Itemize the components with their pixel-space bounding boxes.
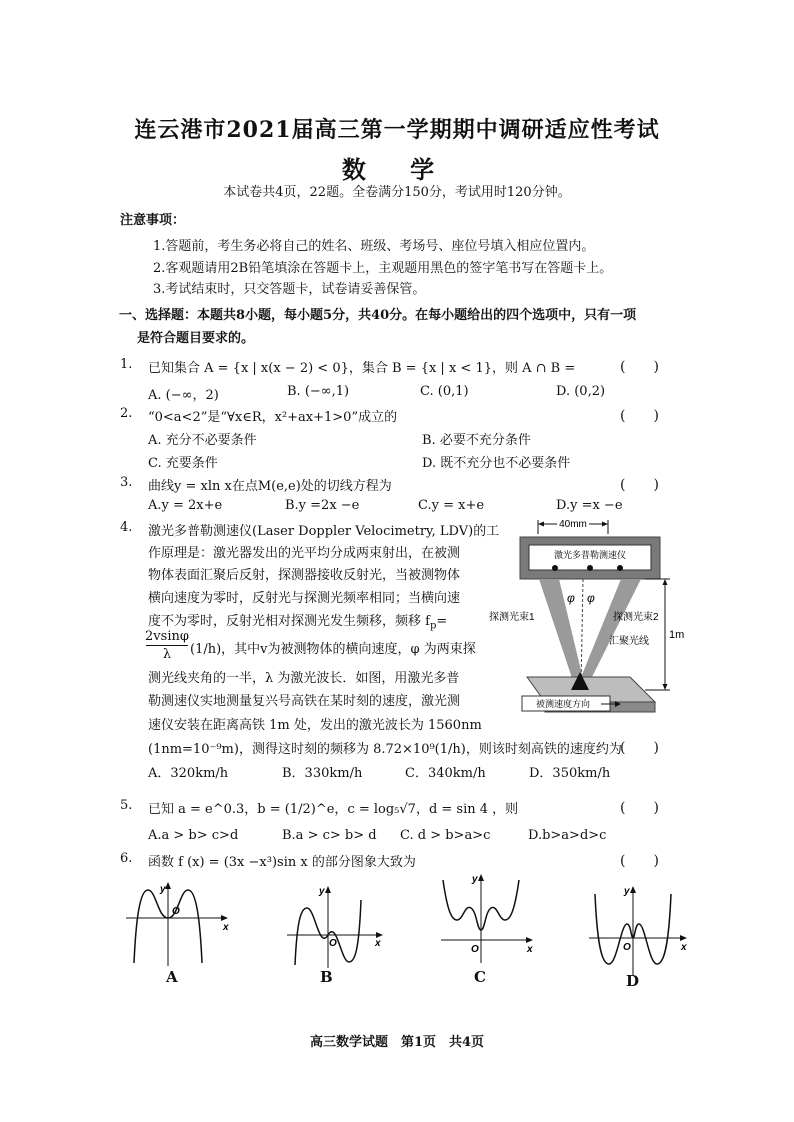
question-number: 2. <box>120 406 133 421</box>
option-d: D．350km/h <box>529 766 611 781</box>
question-text-line: (1/h)，其中v为被测物体的横向速度，φ 为两束探 <box>190 642 476 657</box>
subscript: p <box>429 620 437 632</box>
phi-left: φ <box>567 591 575 605</box>
device-label: 激光多普勒测速仪 <box>553 550 627 560</box>
frac-numerator: 2vsinφ <box>145 629 189 644</box>
graph-c <box>437 868 542 968</box>
dim-label: 40mm <box>559 519 587 530</box>
question-text-line <box>148 610 447 632</box>
axis-x-label: x <box>223 922 229 933</box>
option-d: D. 既不充分也不必要条件 <box>422 456 571 471</box>
option-a: A.a > b> c>d <box>148 828 239 843</box>
phi-right: φ <box>587 591 595 605</box>
graph-label: C <box>474 968 486 986</box>
section-heading-cont: 是符合题目要求的。 <box>137 331 255 346</box>
question-text-line: (1nm=10⁻⁹m)，测得这时刻的频移为 8.72×10⁹(1/h)，则该时刻高铁的速度约为 <box>148 742 622 757</box>
question-stem: “0<a<2”是“∀x∈R，x²+ax+1>0”成立的 <box>148 410 398 425</box>
beam-right-label: 探测光束2 <box>613 612 659 623</box>
axis-y-label: y <box>160 884 166 895</box>
graph-a <box>120 878 230 970</box>
option-d: D.y =x −e <box>556 498 623 513</box>
arrow-head <box>221 915 228 921</box>
frac-denominator: λ <box>162 647 172 662</box>
question-text-line: 横向速度为零时，反射光与探测光频率相同；当横向速 <box>148 591 461 606</box>
beam-left <box>539 579 585 687</box>
arrow-head <box>630 886 636 893</box>
answer-paren: ( ) <box>620 359 659 375</box>
answer-paren: ( ) <box>620 800 659 816</box>
question-number: 1. <box>120 357 133 372</box>
option-d: D. (0,2) <box>556 384 606 399</box>
center-line <box>581 579 583 687</box>
axis-y-label: y <box>319 886 325 897</box>
converge-label: 汇聚光线 <box>609 636 649 647</box>
arrow-head <box>165 882 171 889</box>
axis-x-label: x <box>375 938 381 949</box>
origin-label: O <box>172 906 180 917</box>
origin-label: O <box>623 942 631 953</box>
notes-heading: 注意事项： <box>120 213 186 228</box>
option-c: C. d > b>a>c <box>400 828 491 843</box>
question-stem: 已知 a = e^0.3，b = (1/2)^e，c = log₅√7，d = sin 4 ，则 <box>148 802 519 817</box>
axis-y-label: y <box>624 886 630 897</box>
graph-label: D <box>626 972 640 990</box>
arrow-head <box>538 522 544 527</box>
distance-label: 1m <box>669 629 685 641</box>
text-run: 度不为零时，反射光相对探测光发生频移，频移 f <box>148 614 430 629</box>
arrow-head <box>325 886 331 893</box>
option-d: D.b>a>d>c <box>528 828 607 843</box>
arrow-head <box>680 935 687 941</box>
subject-title: 数 学 <box>341 155 453 184</box>
axis-y-label: y <box>472 874 478 885</box>
question-text-line: 物体表面汇聚后反射，探测器接收反射光，当被测物体 <box>148 568 461 583</box>
option-c: C. (0,1) <box>420 384 469 399</box>
question-stem: 已知集合 A = {x | x(x − 2) < 0}，集合 B = {x | x < 1}，则 A ∩ B = <box>148 361 576 376</box>
graph-label: A <box>166 968 178 986</box>
question-number: 6. <box>120 851 133 866</box>
option-c: C．340km/h <box>405 766 486 781</box>
option-a: A．320km/h <box>148 766 229 781</box>
note-item: 3.考试结束时，只交答题卡，试卷请妥善保管。 <box>153 282 426 297</box>
option-b: B.y =2x −e <box>285 498 360 513</box>
lens-dot <box>587 565 593 571</box>
graph-label: B <box>320 968 333 986</box>
answer-paren: ( ) <box>620 477 659 493</box>
answer-paren: ( ) <box>620 740 659 756</box>
axis-x-label: x <box>527 944 533 955</box>
option-a: A.y = 2x+e <box>148 498 223 513</box>
arrow-head <box>526 937 533 943</box>
question-stem: 函数 f (x) = (3x −x³)sin x 的部分图象大致为 <box>148 855 416 870</box>
page-footer: 高三数学试题 第1页 共4页 <box>309 1035 485 1050</box>
lens-dot <box>617 565 623 571</box>
option-b: B．330km/h <box>282 766 363 781</box>
arrow-head <box>663 579 668 585</box>
question-number: 5. <box>120 798 133 813</box>
note-item: 1.答题前，考生务必将自己的姓名、班级、考场号、座位号填入相应位置内。 <box>153 239 595 254</box>
question-stem: 曲线y = xln x在点M(e,e)处的切线方程为 <box>148 479 392 494</box>
lens-dot <box>552 565 558 571</box>
section-heading: 一、选择题：本题共8小题，每小题5分，共40分。在每小题给出的四个选项中，只有一项 <box>119 308 637 323</box>
option-c: C.y = x+e <box>418 498 485 513</box>
option-a: A. (−∞，2) <box>148 388 219 403</box>
option-b: B.a > c> b> d <box>282 828 377 843</box>
option-b: B. (−∞,1) <box>287 384 350 399</box>
equals-sign: = <box>436 614 448 629</box>
axis-x-label: x <box>681 942 687 953</box>
option-c: C. 充要条件 <box>148 456 218 471</box>
frac-bar <box>146 645 188 646</box>
graph-d <box>585 880 695 980</box>
option-a: A. 充分不必要条件 <box>148 433 257 448</box>
answer-paren: ( ) <box>620 853 659 869</box>
arrow-head <box>478 874 484 881</box>
question-text-line: 勒测速仪实地测量复兴号高铁在某时刻的速度，激光测 <box>148 694 461 709</box>
question-number: 4. <box>120 520 133 535</box>
option-b: B. 必要不充分条件 <box>422 433 531 448</box>
question-number: 3. <box>120 475 133 490</box>
question-text-line: 作原理是：激光器发出的光平均分成两束射出，在被测 <box>148 546 461 561</box>
arrow-head <box>602 522 608 527</box>
origin-label: O <box>329 938 337 949</box>
arrow-head <box>663 684 668 690</box>
question-text-line: 速仪安装在距离高铁 1m 处，发出的激光波长为 1560nm <box>148 718 482 733</box>
question-text-line: 测光线夹角的一半，λ 为激光波长．如图，用激光多普 <box>148 671 460 686</box>
beam-left-label: 探测光束1 <box>489 612 535 623</box>
graph-b <box>283 880 388 972</box>
origin-label: O <box>471 944 479 955</box>
note-item: 2.客观题请用2B铅笔填涂在答题卡上，主观题用黑色的签字笔书写在答题卡上。 <box>153 261 613 276</box>
ldv-figure <box>489 512 685 737</box>
exam-info: 本试卷共4页，22题。全卷满分150分，考试用时120分钟。 <box>223 185 571 200</box>
question-text-line: 激光多普勒测速仪(Laser Doppler Velocimetry, LDV)的工 <box>148 524 500 539</box>
object-label: 被测速度方向 <box>535 699 591 709</box>
answer-paren: ( ) <box>620 408 659 424</box>
exam-title: 连云港市2021届高三第一学期期中调研适应性考试 <box>134 117 660 143</box>
